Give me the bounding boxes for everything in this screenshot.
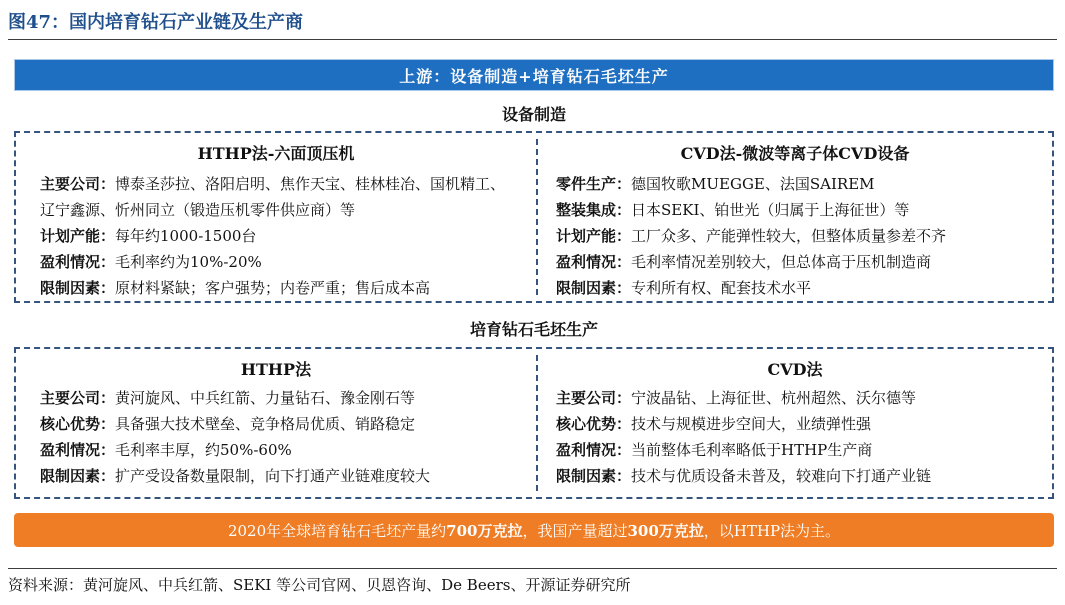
- list-item: 零件生产：德国牧歌MUEGGE、法国SAIREM: [556, 175, 875, 193]
- list-item: 主要公司：黄河旋风、中兵红箭、力量钻石、豫金刚石等: [40, 389, 416, 407]
- cvd-rough-title: CVD法: [767, 360, 823, 379]
- rough-heading: 培育钻石毛坯生产: [469, 320, 598, 339]
- list-item: 盈利情况：毛利率情况差别较大，但总体高于压机制造商: [556, 253, 932, 271]
- cvd-equipment-rows: [556, 171, 1040, 301]
- source-divider: [8, 568, 1057, 569]
- figure-title: 图47：国内培育钻石产业链及生产商: [8, 12, 304, 33]
- list-item: 盈利情况：毛利率丰厚，约50%-60%: [40, 441, 292, 459]
- list-item: 整装集成：日本SEKI、铂世光（归属于上海征世）等: [556, 201, 910, 219]
- list-item: 限制因素：专利所有权、配套技术水平: [556, 279, 812, 297]
- hthp-press-title: HTHP法-六面顶压机: [197, 144, 355, 163]
- hthp-rough-rows: [40, 385, 524, 489]
- cvd-equipment-title: CVD法-微波等离子体CVD设备: [680, 144, 910, 163]
- equipment-panel: [14, 131, 1054, 303]
- list-item: 限制因素：技术与优质设备未普及，较难向下打通产业链: [556, 467, 932, 485]
- upstream-banner: 上游：设备制造+培育钻石毛坯生产: [14, 59, 1054, 91]
- hthp-rough-block: [16, 349, 536, 497]
- list-item: 限制因素：扩产受设备数量限制，向下打通产业链难度较大: [40, 467, 431, 485]
- list-item: 盈利情况：毛利率约为10%-20%: [40, 253, 262, 271]
- list-item: 核心优势：技术与规模进步空间大，业绩弹性强: [556, 415, 872, 433]
- title-divider: [8, 39, 1057, 40]
- list-item: 主要公司：宁波晶钻、上海征世、杭州超然、沃尔德等: [556, 389, 917, 407]
- hthp-press-rows: [40, 171, 520, 301]
- hthp-press-block: [16, 133, 536, 301]
- list-item: 限制因素：原材料紧缺；客户强势；内卷严重；售后成本高: [40, 279, 431, 297]
- cvd-rough-rows: [556, 385, 1040, 489]
- list-item: 核心优势：具备强大技术壁垒、竞争格局优质、销路稳定: [40, 415, 416, 433]
- summary-bar: 2020年全球培育钻石毛坯产量约 700万克拉 ，我国产量超过 300万克拉 ，以HTHP法为主。: [14, 513, 1054, 547]
- rough-panel: [14, 347, 1054, 499]
- hthp-rough-title: HTHP法: [240, 360, 312, 379]
- list-item: 计划产能：每年约1000-1500台: [40, 227, 257, 245]
- list-item: 盈利情况：当前整体毛利率略低于HTHP生产商: [556, 441, 873, 459]
- cvd-rough-block: [538, 349, 1052, 497]
- source-note: 资料来源：黄河旋风、中兵红箭、SEKI 等公司官网、贝恩咨询、De Beers、开源证券研究所: [8, 576, 631, 594]
- cvd-equipment-block: [538, 133, 1052, 301]
- equipment-heading: 设备制造: [501, 105, 566, 124]
- list-item: 主要公司：博泰圣莎拉、洛阳启明、焦作天宝、桂林桂冶、国机精工、辽宁鑫源、忻州同立（锻造压机零件供应商）等: [40, 175, 506, 219]
- list-item: 计划产能：工厂众多、产能弹性较大，但整体质量参差不齐: [556, 227, 947, 245]
